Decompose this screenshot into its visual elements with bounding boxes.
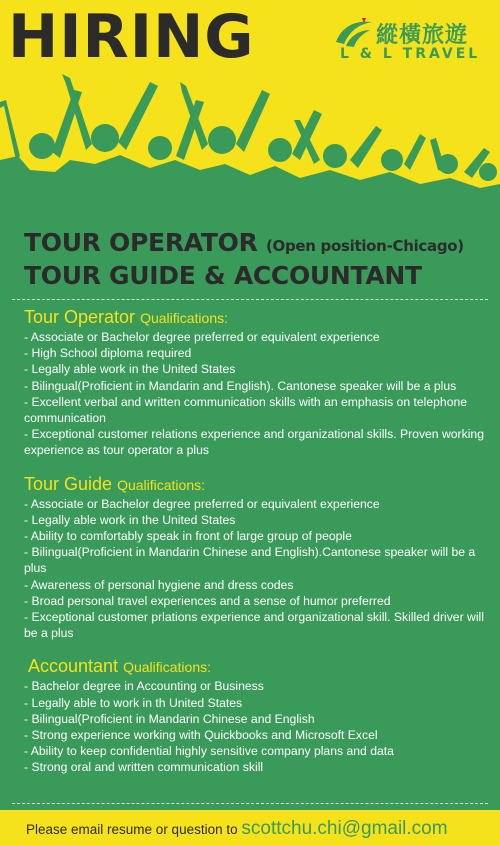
title-line-1 xyxy=(24,228,464,257)
list-item: - Associate or Bachelor degree preferred or equivalent experience xyxy=(24,330,380,344)
title-area xyxy=(0,225,500,300)
footer xyxy=(0,810,500,846)
list-item: - Broad personal travel experiences and a sense of humor preferred xyxy=(24,593,391,608)
qualification-list xyxy=(24,329,484,459)
list-item: - Associate or Bachelor degree preferred or equivalent experience xyxy=(24,496,380,511)
tour-operator-section xyxy=(24,306,484,459)
logo-swoosh-icon xyxy=(332,16,374,48)
list-item: - Legally able work in the United States xyxy=(24,512,236,527)
list-item: - Bilingual(Proficient in Mandarin and English). Cantonese speaker will be a plus xyxy=(24,378,457,393)
section-heading xyxy=(28,655,484,678)
title-line-2: TOUR GUIDE & ACCOUNTANT xyxy=(24,261,422,290)
qualification-list xyxy=(24,496,484,642)
qualifications-content xyxy=(24,306,484,776)
company-logo xyxy=(332,16,482,66)
tour-guide-section xyxy=(24,473,484,642)
section-qualifier: Qualifications: xyxy=(123,659,212,676)
tour-operator-title: TOUR OPERATOR xyxy=(24,228,258,257)
list-item: - Awareness of personal hygiene and dress codes xyxy=(24,577,294,592)
footer-prompt: Please email resume or question to xyxy=(26,822,238,837)
list-item: - Bilingual(Proficient in Mandarin Chinese and English xyxy=(24,711,315,726)
contact-email-link[interactable]: scottchu.chi@gmail.com xyxy=(241,818,448,839)
hiring-heading: HIRING xyxy=(8,2,255,72)
bottom-divider xyxy=(12,803,488,804)
logo-english-name: L & L TRAVEL xyxy=(340,46,481,62)
list-item: - Ability to comfortably speak in front of large group of people xyxy=(24,529,352,544)
list-item: - High School diploma required xyxy=(24,346,192,361)
list-item: - Strong oral and written communication skill xyxy=(24,760,264,775)
top-divider xyxy=(12,299,488,300)
list-item: - Ability to keep confidential highly sensitive company plans and data xyxy=(24,744,394,759)
list-item: - Bilingual(Proficient in Mandarin Chinese and English).Cantonese speaker will be a plus xyxy=(24,545,476,576)
qualification-list xyxy=(24,678,484,775)
accountant-section xyxy=(24,655,484,775)
list-item: - Exceptional customer prlations experience and organizational skill. Skilled driver will be a plus xyxy=(24,610,484,641)
section-qualifier: Qualifications: xyxy=(117,476,206,493)
footer-text xyxy=(26,818,448,840)
list-item: - Legally able work in the United States xyxy=(24,362,236,377)
logo-chinese-name: 縱橫旅遊 xyxy=(376,23,469,48)
section-title: Tour Guide xyxy=(24,473,113,494)
section-title: Tour Operator xyxy=(24,307,136,327)
list-item: - Exceptional customer relations experience and organizational skills. Proven working experience as tour operator a plus xyxy=(24,427,484,458)
list-item: - Bachelor degree in Accounting or Business xyxy=(24,679,264,694)
section-heading xyxy=(24,306,484,329)
section-qualifier: Qualifications: xyxy=(140,310,229,326)
list-item: - Legally able to work in th United States xyxy=(24,695,243,710)
section-heading xyxy=(24,473,484,496)
section-title: Accountant xyxy=(28,656,119,677)
open-position-note: (Open position-Chicago) xyxy=(265,237,464,255)
list-item: - Strong experience working with Quickbooks and Microsoft Excel xyxy=(24,728,378,743)
list-item: - Excellent verbal and written communication skills with an emphasis on telephone communication xyxy=(24,394,468,426)
